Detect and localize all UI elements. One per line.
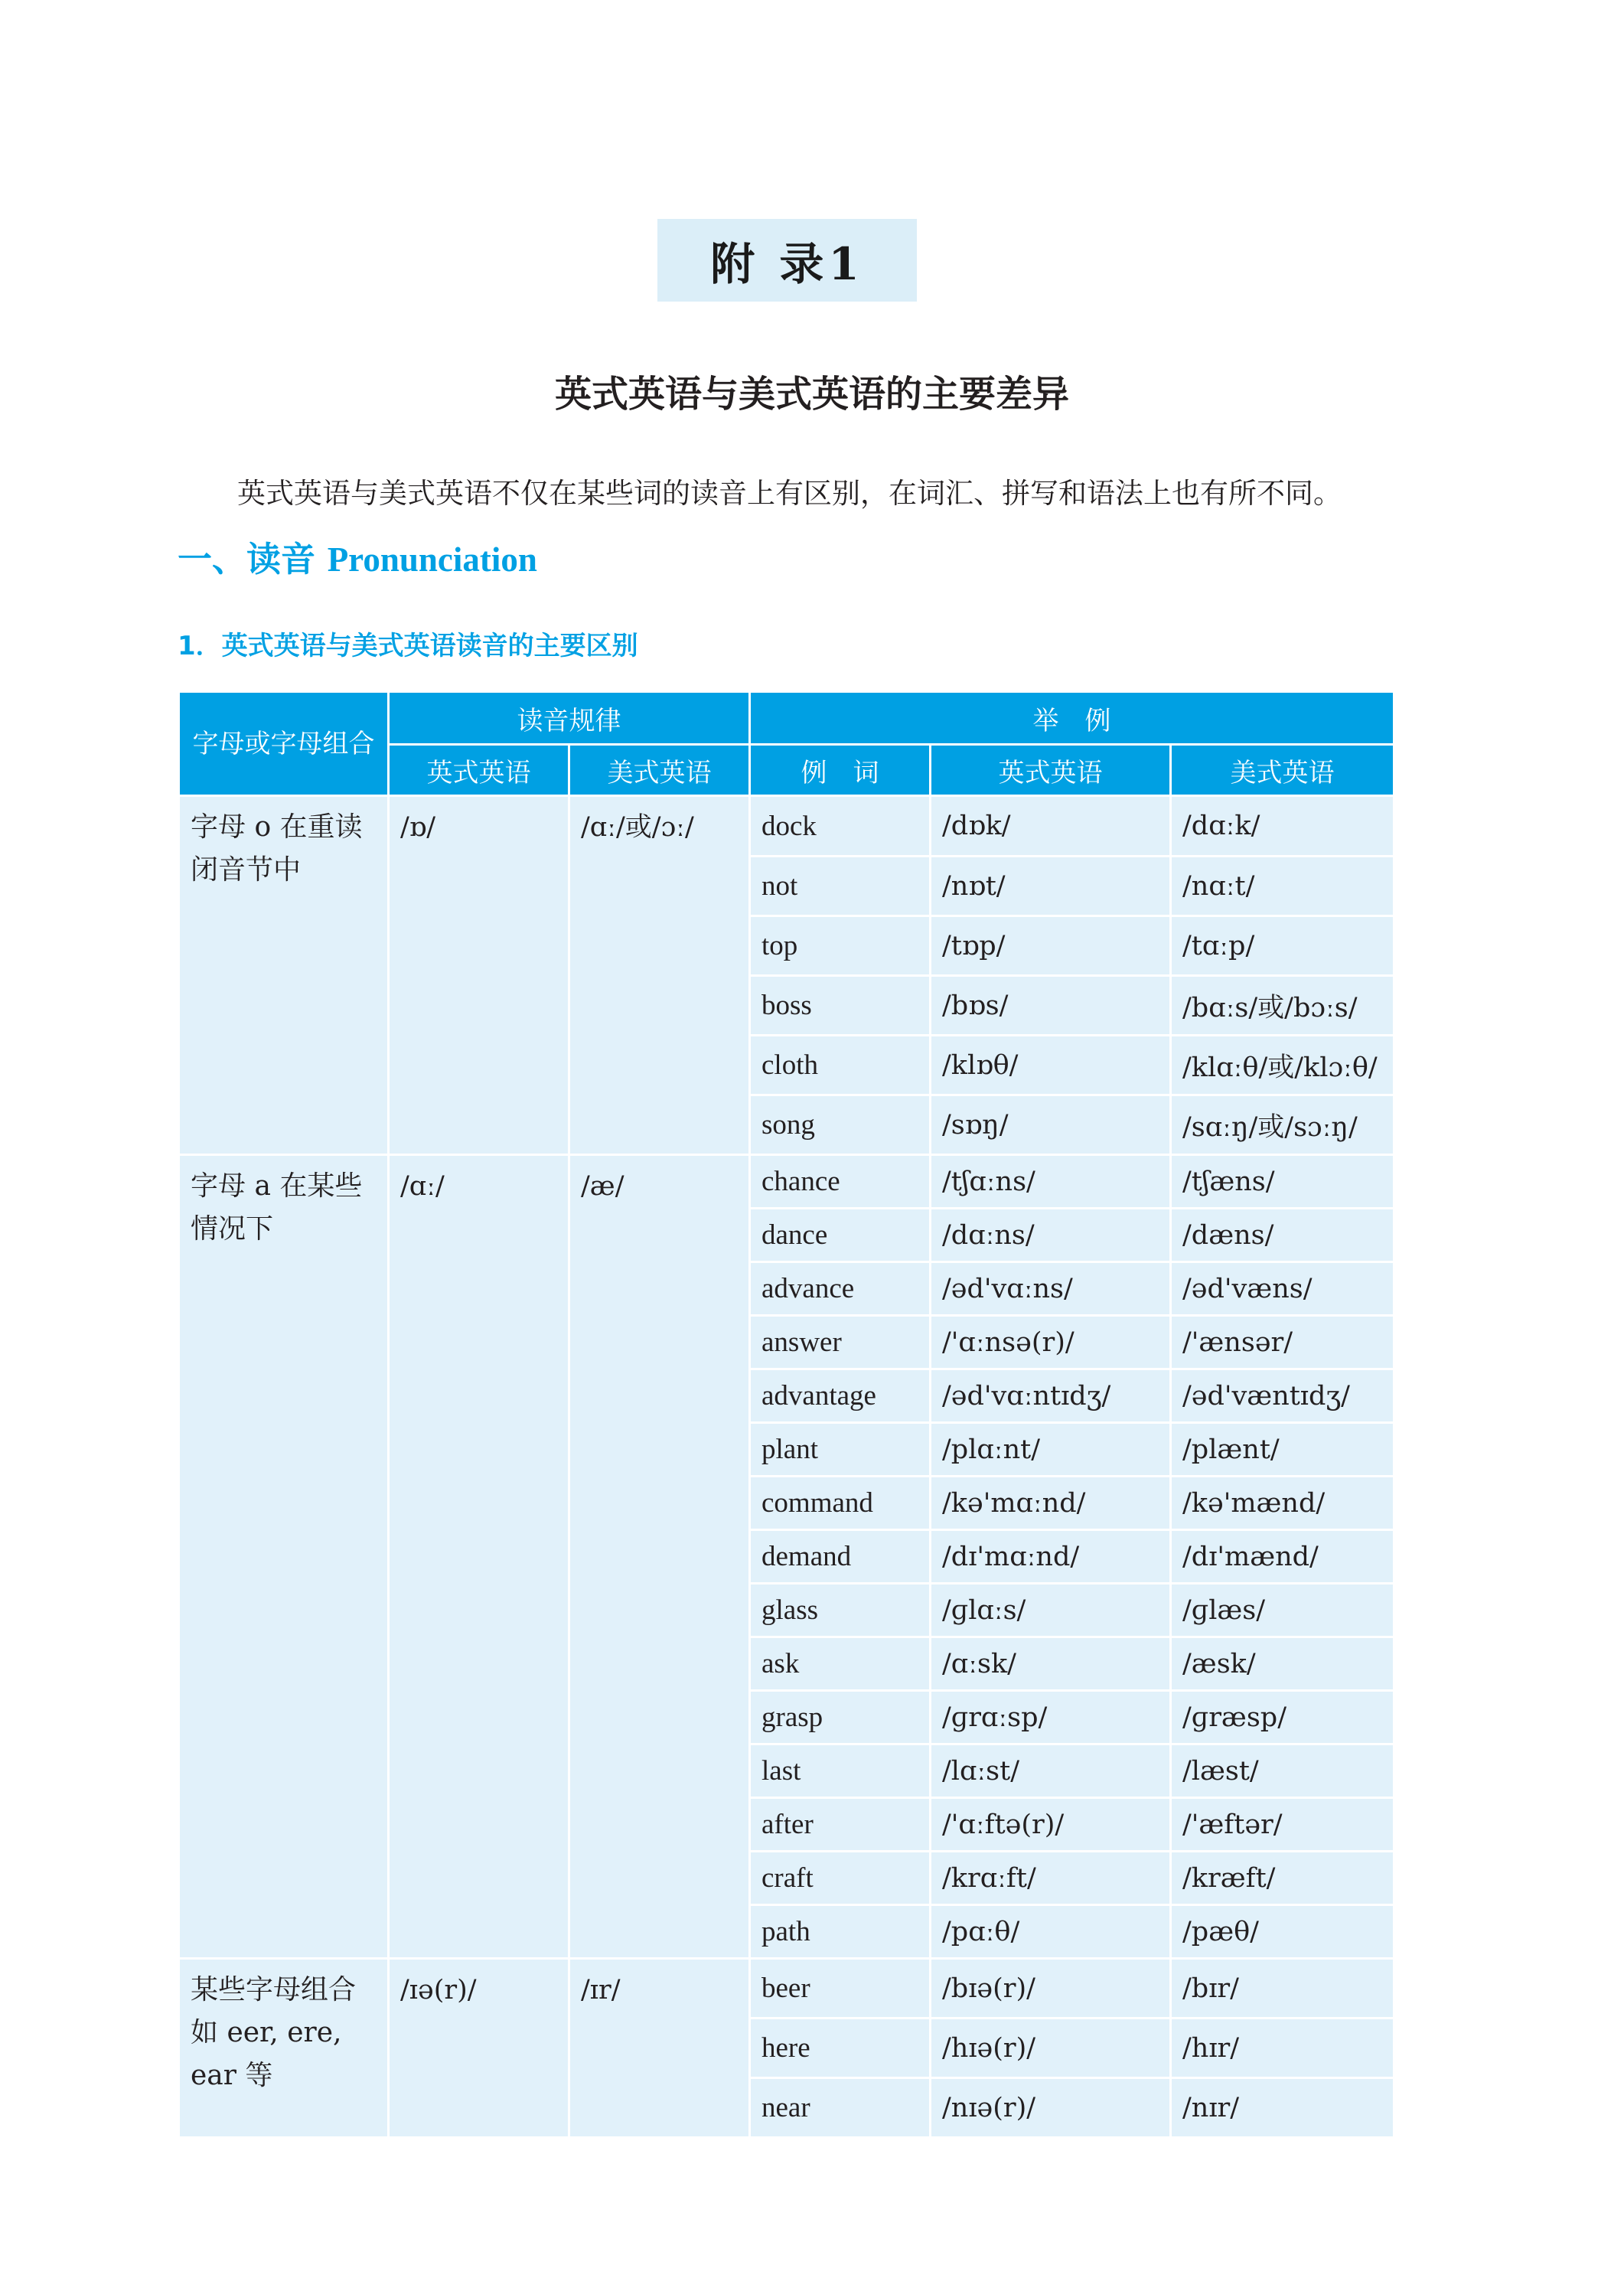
group-letters: 某些字母组合如 eer, ere, ear 等 <box>179 1959 389 2138</box>
header-example-american: 美式英语 <box>1171 745 1394 796</box>
british-ipa: /pɑːθ/ <box>931 1905 1171 1959</box>
american-ipa: /pæθ/ <box>1171 1905 1394 1959</box>
section-heading <box>178 531 537 581</box>
example-word: song <box>750 1095 931 1155</box>
american-ipa: /nɑːt/ <box>1171 857 1394 916</box>
example-word: path <box>750 1905 931 1959</box>
british-ipa: /klɒθ/ <box>931 1036 1171 1095</box>
british-ipa: /kə'mɑːnd/ <box>931 1477 1171 1530</box>
british-ipa: /nɒt/ <box>931 857 1171 916</box>
american-ipa: /plænt/ <box>1171 1423 1394 1477</box>
header-rule: 读音规律 <box>389 692 750 745</box>
example-word: plant <box>750 1423 931 1477</box>
british-ipa: /'ɑːftə(r)/ <box>931 1798 1171 1852</box>
example-word: dock <box>750 796 931 857</box>
group-british-rule: /ɪə(r)/ <box>389 1959 569 2138</box>
example-word: grasp <box>750 1691 931 1744</box>
british-ipa: /bɪə(r)/ <box>931 1959 1171 2019</box>
example-word: advance <box>750 1262 931 1316</box>
american-ipa: /tʃæns/ <box>1171 1155 1394 1209</box>
section-heading-english: Pronunciation <box>327 540 537 579</box>
group-letters: 字母 a 在某些情况下 <box>179 1155 389 1959</box>
british-ipa: /plɑːnt/ <box>931 1423 1171 1477</box>
group-british-rule: /ɑː/ <box>389 1155 569 1959</box>
british-ipa: /dɒk/ <box>931 796 1171 857</box>
section-heading-prefix: 一、读音 <box>178 539 316 579</box>
subsection-heading: 1．英式英语与美式英语读音的主要区别 <box>178 631 638 661</box>
american-ipa: /'ænsər/ <box>1171 1316 1394 1369</box>
british-ipa: /bɒs/ <box>931 976 1171 1036</box>
example-word: after <box>750 1798 931 1852</box>
example-word: beer <box>750 1959 931 2019</box>
intro-paragraph: 英式英语与美式英语不仅在某些词的读音上有区别，在词汇、拼写和语法上也有所不同。 <box>237 477 1342 510</box>
british-ipa: /sɒŋ/ <box>931 1095 1171 1155</box>
header-letters: 字母或字母组合 <box>179 692 389 796</box>
header-rule-british: 英式英语 <box>389 745 569 796</box>
british-ipa: /nɪə(r)/ <box>931 2078 1171 2138</box>
header-examples: 举 例 <box>750 692 1394 745</box>
example-word: top <box>750 916 931 976</box>
british-ipa: /krɑːft/ <box>931 1852 1171 1905</box>
example-word: last <box>750 1744 931 1798</box>
american-ipa: /sɑːŋ/或/sɔːŋ/ <box>1171 1095 1394 1155</box>
group-letters: 字母 o 在重读闭音节中 <box>179 796 389 1155</box>
british-ipa: /tɒp/ <box>931 916 1171 976</box>
american-ipa: /dæns/ <box>1171 1209 1394 1262</box>
header-rule-american: 美式英语 <box>569 745 750 796</box>
american-ipa: /dɪ'mænd/ <box>1171 1530 1394 1584</box>
header-word: 例 词 <box>750 745 931 796</box>
example-word: cloth <box>750 1036 931 1095</box>
british-ipa: /dɑːns/ <box>931 1209 1171 1262</box>
header-example-british: 英式英语 <box>931 745 1171 796</box>
example-word: dance <box>750 1209 931 1262</box>
group-british-rule: /ɒ/ <box>389 796 569 1155</box>
british-ipa: /tʃɑːns/ <box>931 1155 1171 1209</box>
table-row <box>179 1155 1394 1209</box>
page-title: 英式英语与美式英语的主要差异 <box>554 373 1069 416</box>
example-word: not <box>750 857 931 916</box>
american-ipa: /hɪr/ <box>1171 2019 1394 2078</box>
american-ipa: /æsk/ <box>1171 1637 1394 1691</box>
american-ipa: /læst/ <box>1171 1744 1394 1798</box>
example-word: demand <box>750 1530 931 1584</box>
american-ipa: /tɑːp/ <box>1171 916 1394 976</box>
british-ipa: /ɑːsk/ <box>931 1637 1171 1691</box>
british-ipa: /ɡlɑːs/ <box>931 1584 1171 1637</box>
example-word: boss <box>750 976 931 1036</box>
british-ipa: /dɪ'mɑːnd/ <box>931 1530 1171 1584</box>
british-ipa: /lɑːst/ <box>931 1744 1171 1798</box>
pronunciation-table <box>178 690 1395 2139</box>
example-word: here <box>750 2019 931 2078</box>
table-row <box>179 796 1394 857</box>
table-body <box>179 796 1394 2138</box>
british-ipa: /əd'vɑːns/ <box>931 1262 1171 1316</box>
example-word: near <box>750 2078 931 2138</box>
group-american-rule: /ɑː/或/ɔː/ <box>569 796 750 1155</box>
example-word: chance <box>750 1155 931 1209</box>
american-ipa: /əd'væns/ <box>1171 1262 1394 1316</box>
example-word: command <box>750 1477 931 1530</box>
british-ipa: /hɪə(r)/ <box>931 2019 1171 2078</box>
group-american-rule: /æ/ <box>569 1155 750 1959</box>
american-ipa: /dɑːk/ <box>1171 796 1394 857</box>
american-ipa: /nɪr/ <box>1171 2078 1394 2138</box>
american-ipa: /əd'væntɪdʒ/ <box>1171 1369 1394 1423</box>
american-ipa: /ɡlæs/ <box>1171 1584 1394 1637</box>
example-word: craft <box>750 1852 931 1905</box>
american-ipa: /kə'mænd/ <box>1171 1477 1394 1530</box>
example-word: advantage <box>750 1369 931 1423</box>
british-ipa: /əd'vɑːntɪdʒ/ <box>931 1369 1171 1423</box>
example-word: answer <box>750 1316 931 1369</box>
appendix-label: 附 录1 <box>710 238 864 290</box>
american-ipa: /bɪr/ <box>1171 1959 1394 2019</box>
example-word: glass <box>750 1584 931 1637</box>
table-row <box>179 1959 1394 2019</box>
american-ipa: /klɑːθ/或/klɔːθ/ <box>1171 1036 1394 1095</box>
american-ipa: /ɡræsp/ <box>1171 1691 1394 1744</box>
appendix-label-box <box>657 219 917 302</box>
american-ipa: /kræft/ <box>1171 1852 1394 1905</box>
american-ipa: /'æftər/ <box>1171 1798 1394 1852</box>
british-ipa: /ɡrɑːsp/ <box>931 1691 1171 1744</box>
british-ipa: /'ɑːnsə(r)/ <box>931 1316 1171 1369</box>
group-american-rule: /ɪr/ <box>569 1959 750 2138</box>
american-ipa: /bɑːs/或/bɔːs/ <box>1171 976 1394 1036</box>
example-word: ask <box>750 1637 931 1691</box>
